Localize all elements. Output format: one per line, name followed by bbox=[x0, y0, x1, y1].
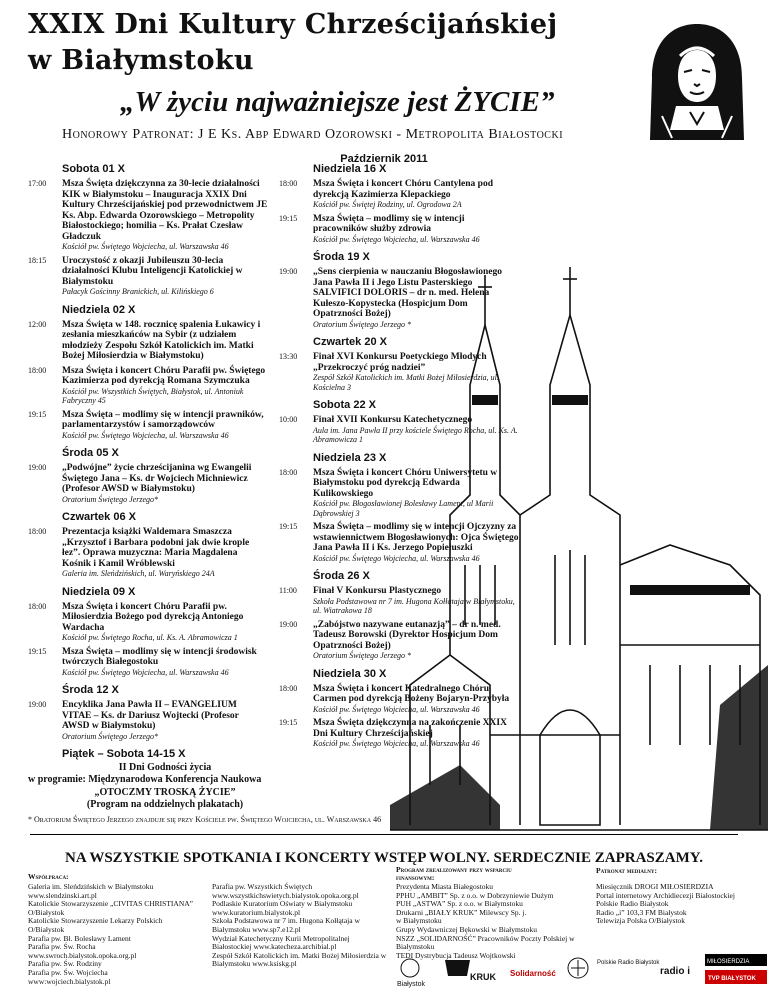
friday-conference-name: Międzynarodowa Konferencja Naukowa bbox=[88, 774, 262, 785]
event-location: Galeria im. Sleńdzińskich, ul. Waryńskiego 24A bbox=[62, 569, 215, 578]
event-description: „Zabójstwo nazywane eutanazją” – dr n. med. Tadeusz Borowski (Dyrektor Hospicjum Dom Opatrzności Bożej) bbox=[313, 619, 501, 651]
event-time: 19:00 bbox=[279, 619, 298, 629]
event-time: 19:00 bbox=[28, 700, 47, 709]
logo-kruk: KRUK bbox=[470, 972, 496, 982]
event-description: Msza Święta – modlimy się w intencji środowisk twórczych Białegostoku bbox=[62, 646, 257, 667]
day-heading: Niedziela 30 X bbox=[313, 667, 387, 680]
event-description: Finał V Konkursu Plastycznego bbox=[313, 586, 442, 596]
program-event bbox=[28, 700, 268, 741]
program-event bbox=[279, 352, 519, 392]
day-heading: Czwartek 20 X bbox=[313, 336, 387, 348]
honorary-patron: Honorowy Patronat: J E Ks. Abp Edward Ozorowski - Metropolita Białostocki bbox=[62, 127, 564, 142]
event-description: Msza Święta – modlimy się w intencji prawników, parlamentarzystów i samorządowców bbox=[62, 409, 264, 430]
event-time: 19:15 bbox=[279, 213, 298, 223]
free-entry-banner: NA WSZYSTKIE SPOTKANIA I KONCERTY WSTĘP WOLNY. SERDECZNIE ZAPRASZAMY. bbox=[65, 850, 703, 866]
event-description: Msza Święta dziękczynna za 30-lecie działalności KIK w Białymstoku – Inauguracja XXIX Dni Kultury Chrześcijańskiej pod przewodnictwem JE Ks. Abp. Edwarda Ozorowskiego – Metropolity Białostockiego; homilia – Ks. Prałat Czesław Gładczuk bbox=[62, 179, 268, 242]
program-left-column bbox=[28, 163, 268, 745]
event-location: Pałacyk Gościnny Branickich, ul. Kilińskiego 6 bbox=[62, 287, 214, 296]
cooperation-label: Współpraca: bbox=[28, 872, 69, 881]
bialystok-logo-icon bbox=[401, 959, 419, 977]
event-location: Kościół pw. Wszystkich Świętych, Białystok, ul. Antoniuk Fabryczny 45 bbox=[62, 386, 244, 405]
event-description: Msza Święta i koncert Chóru Cantylena pod dyrekcją Kazimierza Klepackiego bbox=[313, 179, 493, 200]
friday-heading: Piątek – Sobota 14-15 X bbox=[62, 748, 186, 760]
logo-tvp: TVP BIAŁYSTOK bbox=[708, 976, 756, 982]
event-time: 13:30 bbox=[279, 352, 298, 361]
event-time: 19:15 bbox=[28, 646, 47, 656]
event-location: Oratorium Świętego Jerzego* bbox=[62, 731, 158, 741]
program-event bbox=[279, 522, 519, 563]
logo-polskie-radio: Polskie Radio Białystok bbox=[597, 960, 660, 966]
event-description: Msza Święta i koncert Chóru Parafii pw. Miłosierdzia Bożego pod dyrekcją Antoniego Wardacha bbox=[62, 601, 244, 633]
logo-radio-i: radio i bbox=[660, 966, 691, 977]
event-location: Kościół pw. Świętego Wojciecha, ul. Warszawska 46 bbox=[313, 739, 480, 748]
logo-bialystok: Białystok bbox=[397, 981, 426, 988]
friday-event-title: II Dni Godności życia bbox=[118, 762, 212, 773]
friday-note: (Program na oddzielnych plakatach) bbox=[86, 799, 244, 810]
event-location: Kościół pw. Świętego Wojciecha, ul. Warszawska 46 bbox=[62, 430, 229, 440]
day-heading: Niedziela 09 X bbox=[62, 585, 136, 598]
event-location: Kościół pw. Świętego Wojciecha, ul. Warszawska 46 bbox=[313, 553, 480, 563]
event-description: Msza Święta i koncert Chóru Uniwersytetu w Białymstoku pod dyrekcją Edwarda Kulikowskiego bbox=[313, 467, 498, 499]
event-time: 18:00 bbox=[28, 527, 47, 536]
event-location: Aula im. Jana Pawła II przy kościele Świętego Rocha, ul. Ks. A. Abramowicza 1 bbox=[313, 425, 518, 444]
funding-label: Program zrealizowany przy wsparciu finansowym: bbox=[396, 865, 512, 882]
day-heading: Niedziela 16 X bbox=[313, 163, 387, 175]
event-time: 17:00 bbox=[28, 179, 47, 188]
event-location: Kościół pw. Świętego Wojciecha, ul. Warszawska 46 bbox=[313, 704, 480, 714]
day-heading: Niedziela 02 X bbox=[62, 303, 136, 316]
day-heading: Sobota 22 X bbox=[313, 399, 376, 411]
event-location: Szkoła Podstawowa nr 7 im. Hugona Kołłątaja w Białymstoku, ul. Wiatrakowa 18 bbox=[313, 596, 515, 615]
day-heading: Środa 05 X bbox=[62, 447, 119, 459]
event-location: Zespół Szkół Katolickich im. Matki Bożej Miłosierdzia, ul. Kościelna 3 bbox=[313, 373, 499, 392]
friday-conference-title: „OTOCZMY TROSKĄ ŻYCIE” bbox=[94, 787, 236, 798]
event-description: Msza Święta i koncert Katedralnego Chóru Carmen pod dyrekcją Bożeny Bojaryn-Przybyła bbox=[313, 683, 510, 704]
program-right-column bbox=[279, 163, 519, 753]
day-heading: Czwartek 06 X bbox=[62, 511, 136, 523]
event-description: Msza Święta i koncert Chóru Parafii pw. Świętego Kazimierza pod dyrekcją Romana Szymczuka bbox=[62, 365, 266, 386]
day-heading: Środa 26 X bbox=[313, 570, 370, 582]
event-time: 19:15 bbox=[279, 522, 298, 531]
program-event bbox=[28, 602, 268, 643]
program-event bbox=[279, 586, 519, 616]
program-event bbox=[279, 468, 519, 519]
event-location: Oratorium Świętego Jerzego* bbox=[62, 494, 158, 504]
event-location: Kościół pw. Świętego Wojciecha, ul. Warszawska 46 bbox=[62, 667, 229, 677]
footnote: * Oratorium Świętego Jerzego znajduje się przy Kościele pw. Świętego Wojciecha, ul. Warszawska 46 bbox=[28, 815, 382, 824]
program-event bbox=[279, 718, 519, 749]
event-time: 12:00 bbox=[28, 319, 47, 329]
event-location: Kościół pw. Świętego Wojciecha, ul. Warszawska 46 bbox=[313, 234, 480, 244]
event-location: Kościół pw. Świętego Rocha, ul. Ks. A. Abramowicza 1 bbox=[62, 633, 238, 642]
event-time: 18:00 bbox=[279, 683, 298, 693]
program-event bbox=[279, 214, 519, 245]
funding-list: Prezydenta Miasta Białegostoku PPHU „AMBIT” Sp. z o.o. w Dobrzyniewie Dużym PUH „ASTWA” Sp. z o.o. w Białymstoku Drukarni „BIAŁY KRUK” Milewscy Sp. j. w Białymstoku Grupy Wydawniczej Bękowski w Białymstoku NSZZ „SOLIDARNOŚĆ” Pracowników Poczty Polskiej w Białymstoku TEDI Dystrybucja Tadeusz Wojtkowski bbox=[396, 882, 575, 960]
event-time: 19:15 bbox=[28, 409, 47, 419]
media-list: Miesięcznik DROGI MIŁOSIERDZIA Portal internetowy Archidiecezji Białostockiej Polskie Radio Białystok Radio „i” 103,3 FM Białystok Telewizja Polska O/Białystok bbox=[596, 882, 735, 926]
program-event bbox=[279, 684, 519, 715]
motto: „W życiu najważniejsze jest ŻYCIE” bbox=[120, 86, 555, 118]
event-description: Msza Święta – modlimy się w intencji pracowników służby zdrowia bbox=[313, 213, 465, 234]
event-description: Uroczystość z okazji Jubileuszu 30-lecia działalności Klubu Inteligencji Katolickiej w Białymstoku bbox=[62, 255, 243, 287]
media-patron-label: Patronat medialny: bbox=[596, 866, 657, 875]
event-description: Prezentacja książki Waldemara Smaszcza „Krzysztof i Barbara podobni jak dwie krople łez”. Oprawa muzyczna: Maria Magdalena Kośnik i Kamil Wróblewski bbox=[62, 527, 250, 569]
divider bbox=[30, 834, 738, 835]
event-time: 19:15 bbox=[279, 718, 298, 727]
day-heading: Środa 19 X bbox=[313, 251, 370, 263]
event-location: Oratorium Świętego Jerzego * bbox=[313, 651, 411, 660]
event-time: 18:00 bbox=[28, 365, 47, 375]
event-location: Kościół pw. Świętego Wojciecha, ul. Warszawska 46 bbox=[62, 242, 229, 251]
event-time: 11:00 bbox=[279, 586, 297, 595]
program-event bbox=[28, 647, 268, 678]
day-heading: Sobota 01 X bbox=[62, 163, 125, 175]
event-location: Kościół pw. Błogosławionej Bolesławy Lament, ul Marii Dąbrowskiej 3 bbox=[313, 499, 494, 518]
logo-solidarnosc: Solidarność bbox=[510, 969, 556, 978]
event-description: „Podwójne” życie chrześcijanina wg Ewangelii Świętego Jana – Ks. dr Wojciech Michniewicz (Profesor AWSD w Białymstoku) bbox=[62, 463, 252, 494]
program-event bbox=[28, 410, 268, 441]
event-time: 18:00 bbox=[28, 601, 47, 611]
program-event bbox=[279, 179, 519, 210]
day-heading: Środa 12 X bbox=[62, 684, 119, 696]
program-event bbox=[279, 415, 519, 445]
event-description: Finał XVI Konkursu Poetyckiego Młodych „Przekroczyć próg nadziei” bbox=[313, 352, 487, 373]
program-event bbox=[28, 320, 268, 362]
event-time: 10:00 bbox=[279, 415, 298, 424]
sponsor-logos bbox=[375, 950, 768, 990]
event-description: Msza Święta – modlimy się w intencji Ojczyzny za wstawiennictwem Błogosławionych: Ojca Świętego Jana Pawła II i Ks. Jerzego Popiełuszki bbox=[313, 522, 519, 553]
event-description: Finał XVII Konkursu Katechetycznego bbox=[313, 415, 473, 425]
event-time: 18:15 bbox=[28, 255, 47, 265]
event-description: Msza Święta dziękczynna na zakończenie XXIX Dni Kultury Chrześcijańskiej bbox=[313, 718, 507, 739]
madonna-emblem-icon bbox=[640, 20, 755, 148]
program-event bbox=[28, 256, 268, 297]
event-time: 19:00 bbox=[28, 463, 47, 472]
event-time: 18:00 bbox=[279, 179, 298, 188]
program-event bbox=[28, 463, 268, 504]
event-time: 19:00 bbox=[279, 267, 298, 276]
friday-conference bbox=[28, 774, 261, 785]
event-location: Oratorium Świętego Jerzego * bbox=[313, 319, 411, 329]
month-label: Październik 2011 bbox=[340, 153, 428, 165]
event-time: 18:00 bbox=[279, 467, 298, 477]
program-event bbox=[279, 267, 519, 329]
event-description: Encyklika Jana Pawła II – EVANGELIUM VITAE – Ks. dr Dariusz Wojtecki (Profesor AWSD w Białymstoku) bbox=[62, 700, 239, 731]
page-title: XXIX Dni Kultury Chrześcijańskiej bbox=[28, 9, 558, 40]
cooperation-list-2: Parafia pw. Wszystkich Świętych www.wszystkichswietych.bialystok.opoka.org.pl Podlaskie Kuratorium Oświaty w Białymstoku www.kuratorium.bialystok.pl Szkoła Podstawowa nr 7 im. Hugona Kołłątaja w Białymstoku www.sp7.e12.pl Wydział Katechetyczny Kurii Metropolitalnej Białostockiej www.katecheza.archibial.pl Zespół Szkół Katolickich im. Matki Bożej Miłosierdzia w Białymstoku www.ksiskg.pl bbox=[212, 882, 387, 969]
kruk-logo-icon bbox=[445, 960, 470, 976]
program-event bbox=[279, 620, 519, 661]
logo-milosierdzia: MIŁOSIERDZIA bbox=[707, 959, 750, 965]
page-title-city: w Białymstoku bbox=[28, 45, 254, 76]
day-heading: Niedziela 23 X bbox=[313, 451, 387, 464]
friday-label: w programie: bbox=[28, 774, 86, 785]
cooperation-list-1: Galeria im. Sleńdzińskich w Białymstoku www.slendzinski.art.pl Katolickie Stowarzyszenie „CIVITAS CHRISTIANA” O/Białystok Katolickie Stowarzyszenie Lekarzy Polskich O/Białystok Parafia pw. Bł. Bolesławy Lament Parafia pw. Św. Rocha www.swroch.bialystok.opoka.org.pl Parafia pw. Św. Rodziny Parafia pw. Św. Wojciecha www:wojciech.bialystok.pl bbox=[28, 882, 193, 986]
program-event bbox=[28, 179, 268, 252]
program-event bbox=[28, 527, 268, 579]
event-description: Msza Święta w 148. rocznicę spalenia Łukawicy i zesłania mieszkańców na Sybir (z udziałem młodzieży Zespołu Szkół Katolickich im. Matki Bożej Miłosierdzia w Białymstoku) bbox=[62, 319, 261, 361]
event-description: „Sens cierpienia w nauczaniu Błogosławionego Jana Pawła II i Jego Listu Pasterskiego SALVIFICI DOLORIS – dr n. med. Helena Kułeszo-Kopystecka (Hospicjum Dom Opatrzności Bożej) bbox=[313, 267, 502, 319]
program-event bbox=[28, 366, 268, 406]
event-location: Kościół pw. Świętej Rodziny, ul. Ogrodowa 2A bbox=[313, 200, 462, 209]
